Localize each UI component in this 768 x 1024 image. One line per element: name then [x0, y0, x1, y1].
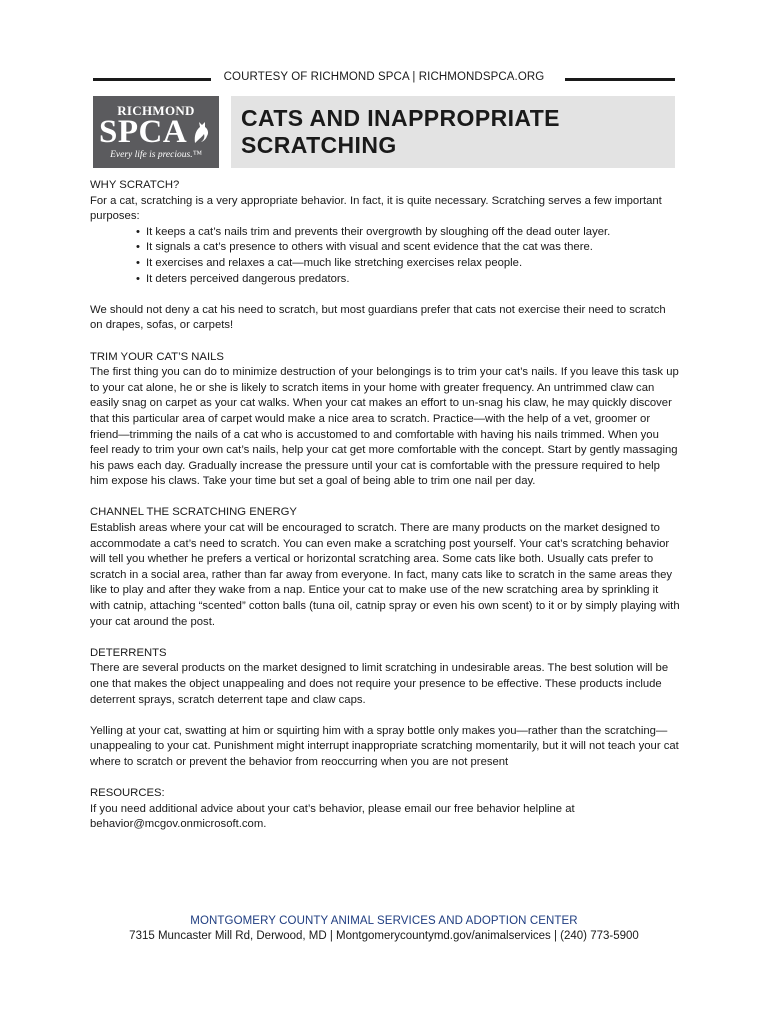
courtesy-rule-right [565, 78, 675, 81]
footer-address: 7315 Muncaster Mill Rd, Derwood, MD | Montgomerycountymd.gov/animalservices | (240) 773-5900 [129, 930, 639, 942]
title-line-1: CATS AND INAPPROPRIATE [241, 105, 560, 131]
resources-heading: RESOURCES: [90, 787, 165, 800]
trim-nails-heading: TRIM YOUR CAT’S NAILS [90, 350, 224, 363]
logo-richmond-text: RICHMOND [117, 103, 195, 118]
document-body [90, 178, 680, 833]
document-header [93, 96, 675, 168]
why-scratch-heading: WHY SCRATCH? [90, 179, 180, 191]
cat-silhouette-icon [192, 120, 212, 144]
footer-organization: MONTGOMERY COUNTY ANIMAL SERVICES AND ADOPTION CENTER [190, 915, 578, 927]
document-title [241, 105, 560, 159]
list-item: • It keeps a cat’s nails trim and prevents their overgrowth by sloughing off the dead outer layer. [136, 225, 680, 241]
channel-energy-body: Establish areas where your cat will be encouraged to scratch. There are many products on the market designed to accommodate a cat’s need to scratch. You can even make a scratching post yourself. Your cat’s scratching behavior will tell you whether he prefers a vertical or horizontal scratching area. Some cats like both. Usually cats prefer to scratch in a social area, rather than far away from everyone. In fact, many cats like to scratch in the same areas they like to play and after they wake from a nap. Entice your cat to make use of the new scratching area by sprinkling it with catnip, attaching “scented” cotton balls (tuna oil, catnip spray or even his own scent) to it or by simply playing with your cat around the post. [90, 522, 680, 628]
document-footer [93, 915, 675, 942]
logo-spca-text: SPCA [99, 114, 188, 150]
logo-tagline: Every life is precious.™ [110, 150, 202, 160]
deterrents-body-2: Yelling at your cat, swatting at him or squirting him with a spray bottle only makes you—rather than the scratching—unappealing to your cat. Punishment might interrupt inappropriate scratching momentarily, but it will not teach your cat where to scratch or prevent the behavior from reoccurring when you are not present [90, 724, 679, 768]
trim-nails-body: The first thing you can do to minimize destruction of your belongings is to trim your cat’s nails. If you leave this task up to your cat alone, he or she is likely to scratch items in your home with greater frequency. An untrimmed claw can easily snag on carpet as your cat walks. When your cat makes an effort to un-snag his claw, he may quickly discover that this particular area of carpet would make a nice area to scratch. Practice—with the help of a vet, groomer or friend—trimming the nails of a cat who is accustomed to and comfortable with having his nails trimmed. When you feel ready to trim your own cat’s nails, help your cat get more comfortable with the concept. Start by gently massaging his paws each day. Gradually increase the pressure until your cat is comfortable with the pressure required to help him expose his claws. Take your time but set a goal of being able to trim one nail per day. [90, 366, 679, 488]
resources-body: If you need additional advice about your cat’s behavior, please email our free behavior helpline at behavior@mcgov.onmicrosoft.com. [90, 802, 575, 831]
courtesy-text: COURTESY OF RICHMOND SPCA | RICHMONDSPCA.ORG [223, 71, 545, 83]
courtesy-banner [93, 70, 675, 90]
purposes-list [90, 225, 680, 287]
why-scratch-intro: For a cat, scratching is a very appropriate behavior. In fact, it is quite necessary. Scratching serves a few important purposes: [90, 194, 662, 223]
deterrents-heading: DETERRENTS [90, 646, 167, 659]
list-item: • It exercises and relaxes a cat—much like stretching exercises relax people. [136, 256, 680, 272]
richmond-spca-logo [93, 96, 219, 168]
title-line-2: SCRATCHING [241, 132, 397, 158]
why-scratch-closing: We should not deny a cat his need to scratch, but most guardians prefer that cats not exercise their need to scratch on drapes, sofas, or carpets! [90, 303, 666, 332]
list-item: • It signals a cat’s presence to others with visual and scent evidence that the cat was there. [136, 240, 680, 256]
list-item: • It deters perceived dangerous predators. [136, 272, 680, 288]
title-box [231, 96, 675, 168]
deterrents-body: There are several products on the market designed to limit scratching in undesirable areas. The best solution will be one that makes the object unappealing and does not require your presence to be effective. These products include deterrent sprays, scratch deterrent tape and claw caps. [90, 662, 669, 706]
channel-energy-heading: CHANNEL THE SCRATCHING ENERGY [90, 506, 297, 519]
